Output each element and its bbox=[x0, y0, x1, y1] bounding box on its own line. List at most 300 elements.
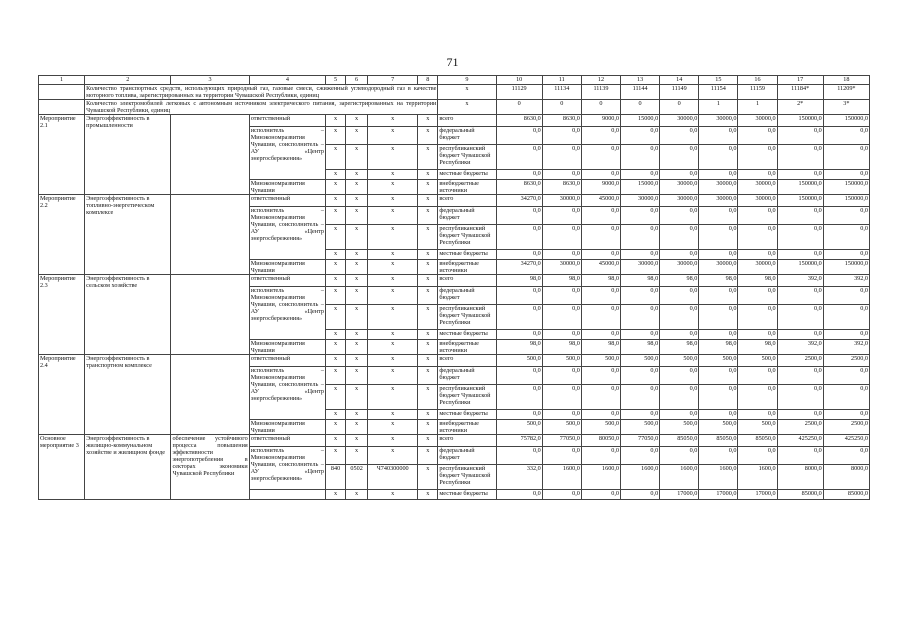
budget-code: x bbox=[368, 127, 418, 145]
funding-value: 30000,0 bbox=[660, 260, 699, 275]
budget-code: x bbox=[326, 260, 346, 275]
funding-value: 77050,0 bbox=[542, 435, 581, 447]
funding-value: 0,0 bbox=[496, 305, 542, 330]
funding-value: 0,0 bbox=[581, 490, 620, 500]
indicator-value: 0 bbox=[581, 100, 620, 115]
activity-goal bbox=[171, 195, 249, 275]
funding-value: 98,0 bbox=[660, 340, 699, 355]
indicator-value: 11154 bbox=[699, 85, 738, 100]
budget-code: x bbox=[346, 410, 368, 420]
funding-value: 0,0 bbox=[621, 447, 660, 465]
budget-code: x bbox=[368, 490, 418, 500]
table-body bbox=[39, 85, 870, 500]
budget-code: x bbox=[346, 367, 368, 385]
funding-source: местные бюджеты bbox=[438, 330, 496, 340]
funding-value: 0,0 bbox=[660, 207, 699, 225]
funding-value: 0,0 bbox=[699, 287, 738, 305]
activity-name: Мероприятие 2.4 bbox=[39, 355, 85, 435]
funding-value: 500,0 bbox=[699, 420, 738, 435]
funding-value: 0,0 bbox=[738, 127, 777, 145]
funding-value: 0,0 bbox=[699, 145, 738, 170]
funding-value: 500,0 bbox=[542, 355, 581, 367]
funding-value: 0,0 bbox=[496, 410, 542, 420]
funding-value: 0,0 bbox=[777, 367, 823, 385]
budget-code: x bbox=[326, 410, 346, 420]
funding-value: 98,0 bbox=[581, 275, 620, 287]
funding-value: 0,0 bbox=[660, 145, 699, 170]
funding-value: 98,0 bbox=[660, 275, 699, 287]
budget-code: x bbox=[418, 287, 438, 305]
executor-cell: Минэкономразвития Чувашии bbox=[249, 260, 325, 275]
funding-value: 1600,0 bbox=[581, 465, 620, 490]
funding-value: 30000,0 bbox=[699, 260, 738, 275]
funding-value: 0,0 bbox=[777, 170, 823, 180]
funding-value: 0,0 bbox=[542, 287, 581, 305]
indicator-row bbox=[39, 100, 870, 115]
budget-code: x bbox=[418, 195, 438, 207]
budget-code: x bbox=[368, 207, 418, 225]
activity-goal: обеспечение устойчивого процесса повышения эффективности энергопотребления в секторах экономики Чувашской Республики bbox=[171, 435, 249, 500]
funding-value: 0,0 bbox=[823, 385, 869, 410]
budget-code: x bbox=[368, 115, 418, 127]
budget-code: x bbox=[368, 145, 418, 170]
funding-value: 9000,0 bbox=[581, 115, 620, 127]
activity-title: Энергоэффективность в промышленности bbox=[85, 115, 171, 195]
funding-value: 98,0 bbox=[621, 340, 660, 355]
budget-code: x bbox=[326, 170, 346, 180]
funding-value: 0,0 bbox=[823, 305, 869, 330]
funding-value: 0,0 bbox=[660, 170, 699, 180]
funding-value: 0,0 bbox=[621, 385, 660, 410]
funding-value: 0,0 bbox=[621, 367, 660, 385]
funding-value: 0,0 bbox=[660, 385, 699, 410]
funding-value: 425250,0 bbox=[823, 435, 869, 447]
budget-code: x bbox=[346, 435, 368, 447]
budget-code: x bbox=[326, 225, 346, 250]
funding-source: внебюджетные источники bbox=[438, 340, 496, 355]
budget-code: Ч740300000 bbox=[368, 465, 418, 490]
budget-code: x bbox=[326, 180, 346, 195]
budget-code: x bbox=[326, 385, 346, 410]
budget-code: x bbox=[326, 287, 346, 305]
funding-value: 0,0 bbox=[777, 225, 823, 250]
funding-value: 0,0 bbox=[496, 287, 542, 305]
budget-code: x bbox=[368, 330, 418, 340]
funding-value: 0,0 bbox=[738, 207, 777, 225]
funding-value: 1600,0 bbox=[621, 465, 660, 490]
funding-value: 0,0 bbox=[738, 170, 777, 180]
funding-value: 1600,0 bbox=[542, 465, 581, 490]
funding-value: 500,0 bbox=[699, 355, 738, 367]
indicator-value: 11209* bbox=[823, 85, 869, 100]
funding-value: 0,0 bbox=[823, 170, 869, 180]
funding-value: 0,0 bbox=[496, 250, 542, 260]
funding-value: 0,0 bbox=[738, 447, 777, 465]
column-number-cell: 10 bbox=[496, 76, 542, 85]
funding-value: 0,0 bbox=[738, 385, 777, 410]
funding-value: 0,0 bbox=[581, 207, 620, 225]
budget-code: x bbox=[418, 170, 438, 180]
funding-value: 0,0 bbox=[823, 410, 869, 420]
funding-value: 0,0 bbox=[777, 207, 823, 225]
budget-code: x bbox=[418, 260, 438, 275]
funding-value: 0,0 bbox=[777, 145, 823, 170]
indicator-value: 2* bbox=[777, 100, 823, 115]
funding-value: 98,0 bbox=[738, 340, 777, 355]
activity-row bbox=[39, 275, 870, 287]
activity-row bbox=[39, 355, 870, 367]
funding-value: 75782,0 bbox=[496, 435, 542, 447]
indicator-code-cell: x bbox=[438, 85, 496, 100]
executor-cell: ответственный bbox=[249, 275, 325, 287]
budget-code: x bbox=[326, 207, 346, 225]
funding-value: 0,0 bbox=[738, 287, 777, 305]
budget-code: x bbox=[346, 305, 368, 330]
funding-value: 30000,0 bbox=[621, 260, 660, 275]
budget-code: x bbox=[326, 435, 346, 447]
funding-value: 0,0 bbox=[699, 385, 738, 410]
budget-code: x bbox=[346, 127, 368, 145]
budget-code: x bbox=[326, 250, 346, 260]
funding-value: 0,0 bbox=[823, 225, 869, 250]
funding-value: 0,0 bbox=[660, 225, 699, 250]
budget-code: x bbox=[418, 115, 438, 127]
funding-value: 0,0 bbox=[699, 447, 738, 465]
funding-value: 0,0 bbox=[777, 330, 823, 340]
funding-value: 1600,0 bbox=[738, 465, 777, 490]
indicator-value: 11134 bbox=[542, 85, 581, 100]
funding-value: 0,0 bbox=[496, 170, 542, 180]
budget-code: x bbox=[368, 385, 418, 410]
funding-value: 150000,0 bbox=[823, 115, 869, 127]
funding-value: 9000,0 bbox=[581, 180, 620, 195]
indicator-value: 11129 bbox=[496, 85, 542, 100]
funding-value: 0,0 bbox=[581, 410, 620, 420]
funding-source: федеральный бюджет bbox=[438, 127, 496, 145]
budget-code: x bbox=[368, 180, 418, 195]
funding-value: 17000,0 bbox=[738, 490, 777, 500]
funding-value: 0,0 bbox=[581, 145, 620, 170]
funding-value: 0,0 bbox=[699, 330, 738, 340]
executor-cell: исполнитель – Минэкономразвития Чувашии, соисполнитель – АУ «Центр энергосбережения» bbox=[249, 207, 325, 260]
funding-value: 0,0 bbox=[542, 250, 581, 260]
funding-value: 0,0 bbox=[823, 367, 869, 385]
funding-value: 0,0 bbox=[823, 447, 869, 465]
executor-cell: исполнитель – Минэкономразвития Чувашии, соисполнитель – АУ «Центр энергосбережения» bbox=[249, 287, 325, 340]
funding-value: 0,0 bbox=[777, 287, 823, 305]
funding-value: 150000,0 bbox=[777, 195, 823, 207]
funding-value: 8630,0 bbox=[496, 180, 542, 195]
budget-code: x bbox=[418, 330, 438, 340]
funding-value: 0,0 bbox=[660, 330, 699, 340]
funding-value: 0,0 bbox=[777, 250, 823, 260]
column-number-cell: 8 bbox=[418, 76, 438, 85]
executor-cell: ответственный bbox=[249, 115, 325, 127]
funding-value: 1600,0 bbox=[660, 465, 699, 490]
budget-code: x bbox=[418, 207, 438, 225]
budget-code: x bbox=[346, 180, 368, 195]
funding-value: 392,0 bbox=[823, 275, 869, 287]
funding-value: 30000,0 bbox=[699, 115, 738, 127]
budget-code: x bbox=[346, 275, 368, 287]
column-number-cell: 18 bbox=[823, 76, 869, 85]
funding-value: 30000,0 bbox=[738, 260, 777, 275]
funding-value: 0,0 bbox=[777, 305, 823, 330]
funding-value: 77050,0 bbox=[621, 435, 660, 447]
funding-value: 85050,0 bbox=[738, 435, 777, 447]
budget-code: x bbox=[346, 385, 368, 410]
funding-value: 500,0 bbox=[496, 420, 542, 435]
budget-code: x bbox=[418, 435, 438, 447]
funding-value: 0,0 bbox=[581, 127, 620, 145]
indicator-value: 1 bbox=[699, 100, 738, 115]
budget-code: x bbox=[326, 447, 346, 465]
activity-name: Мероприятие 2.3 bbox=[39, 275, 85, 355]
budget-code: x bbox=[418, 447, 438, 465]
funding-value: 98,0 bbox=[621, 275, 660, 287]
funding-value: 0,0 bbox=[621, 330, 660, 340]
indicator-value: 11184* bbox=[777, 85, 823, 100]
budget-code: x bbox=[326, 275, 346, 287]
funding-value: 0,0 bbox=[496, 385, 542, 410]
budget-code: x bbox=[418, 305, 438, 330]
funding-value: 17000,0 bbox=[660, 490, 699, 500]
funding-value: 0,0 bbox=[542, 127, 581, 145]
budget-code: x bbox=[368, 340, 418, 355]
executor-cell: Минэкономразвития Чувашии bbox=[249, 340, 325, 355]
funding-value: 0,0 bbox=[542, 490, 581, 500]
funding-value: 392,0 bbox=[777, 275, 823, 287]
budget-code: x bbox=[326, 115, 346, 127]
funding-value: 0,0 bbox=[699, 250, 738, 260]
funding-value: 30000,0 bbox=[699, 180, 738, 195]
funding-value: 0,0 bbox=[777, 410, 823, 420]
budget-code: x bbox=[368, 367, 418, 385]
funding-value: 0,0 bbox=[496, 490, 542, 500]
budget-code: x bbox=[368, 170, 418, 180]
budget-code: x bbox=[326, 340, 346, 355]
funding-value: 15000,0 bbox=[621, 115, 660, 127]
funding-value: 30000,0 bbox=[738, 180, 777, 195]
column-number-cell: 9 bbox=[438, 76, 496, 85]
budget-code: x bbox=[418, 275, 438, 287]
funding-value: 500,0 bbox=[660, 420, 699, 435]
budget-code: x bbox=[346, 195, 368, 207]
funding-value: 98,0 bbox=[496, 275, 542, 287]
funding-value: 30000,0 bbox=[738, 115, 777, 127]
funding-value: 0,0 bbox=[621, 145, 660, 170]
funding-value: 0,0 bbox=[738, 330, 777, 340]
indicator-value: 0 bbox=[621, 100, 660, 115]
funding-value: 0,0 bbox=[542, 225, 581, 250]
activity-title: Энергоэффективность в транспортном комплексе bbox=[85, 355, 171, 435]
funding-value: 392,0 bbox=[823, 340, 869, 355]
funding-value: 0,0 bbox=[621, 127, 660, 145]
budget-code: x bbox=[346, 250, 368, 260]
indicator-value: 1 bbox=[738, 100, 777, 115]
funding-value: 0,0 bbox=[621, 490, 660, 500]
funding-value: 0,0 bbox=[542, 367, 581, 385]
funding-value: 0,0 bbox=[738, 145, 777, 170]
budget-code: x bbox=[418, 355, 438, 367]
funding-value: 0,0 bbox=[621, 225, 660, 250]
funding-value: 98,0 bbox=[738, 275, 777, 287]
budget-code: x bbox=[418, 490, 438, 500]
funding-value: 30000,0 bbox=[542, 195, 581, 207]
budget-code: x bbox=[346, 287, 368, 305]
funding-source: всего bbox=[438, 195, 496, 207]
budget-code: 0502 bbox=[346, 465, 368, 490]
funding-value: 150000,0 bbox=[823, 260, 869, 275]
funding-source: республиканский бюджет Чувашской Республики bbox=[438, 305, 496, 330]
funding-source: федеральный бюджет bbox=[438, 447, 496, 465]
funding-value: 1600,0 bbox=[699, 465, 738, 490]
indicator-value: 0 bbox=[542, 100, 581, 115]
budget-code: x bbox=[418, 410, 438, 420]
activity-title: Энергоэффективность в топливно-энергетическом комплексе bbox=[85, 195, 171, 275]
funding-value: 30000,0 bbox=[660, 115, 699, 127]
budget-code: x bbox=[368, 447, 418, 465]
executor-cell: ответственный bbox=[249, 195, 325, 207]
funding-value: 0,0 bbox=[699, 127, 738, 145]
activity-goal bbox=[171, 275, 249, 355]
budget-code: x bbox=[418, 250, 438, 260]
budget-code: x bbox=[418, 180, 438, 195]
indicator-value: 3* bbox=[823, 100, 869, 115]
funding-value: 0,0 bbox=[496, 145, 542, 170]
funding-value: 0,0 bbox=[621, 250, 660, 260]
funding-source: федеральный бюджет bbox=[438, 287, 496, 305]
funding-value: 0,0 bbox=[496, 207, 542, 225]
funding-value: 0,0 bbox=[581, 287, 620, 305]
funding-value: 0,0 bbox=[699, 225, 738, 250]
funding-value: 0,0 bbox=[660, 127, 699, 145]
indicator-text: Количество электромобилей легковых с автономным источником электрического питания, зарегистрированных на территории Чувашской Республики, единиц bbox=[86, 100, 437, 114]
funding-value: 8000,0 bbox=[823, 465, 869, 490]
activity-name: Мероприятие 2.1 bbox=[39, 115, 85, 195]
funding-value: 500,0 bbox=[621, 355, 660, 367]
empty-cell bbox=[39, 85, 85, 100]
funding-value: 0,0 bbox=[542, 330, 581, 340]
funding-value: 0,0 bbox=[581, 447, 620, 465]
funding-value: 0,0 bbox=[823, 250, 869, 260]
activity-title: Энергоэффективность в жилищно-коммунальном хозяйстве и жилищном фонде bbox=[85, 435, 171, 500]
budget-code: x bbox=[326, 420, 346, 435]
column-number-cell: 6 bbox=[346, 76, 368, 85]
funding-value: 0,0 bbox=[542, 385, 581, 410]
funding-value: 0,0 bbox=[496, 367, 542, 385]
column-number-cell: 11 bbox=[542, 76, 581, 85]
funding-value: 0,0 bbox=[660, 287, 699, 305]
activity-name: Основное мероприятие 3 bbox=[39, 435, 85, 500]
funding-value: 0,0 bbox=[581, 250, 620, 260]
indicator-value: 11159 bbox=[738, 85, 777, 100]
funding-source: местные бюджеты bbox=[438, 410, 496, 420]
funding-source: местные бюджеты bbox=[438, 170, 496, 180]
funding-value: 45000,0 bbox=[581, 195, 620, 207]
funding-value: 0,0 bbox=[621, 170, 660, 180]
indicator-code-cell: x bbox=[438, 100, 496, 115]
column-number-cell: 4 bbox=[249, 76, 325, 85]
funding-value: 0,0 bbox=[777, 127, 823, 145]
budget-code: x bbox=[368, 275, 418, 287]
indicator-value: 0 bbox=[496, 100, 542, 115]
indicator-value: 11149 bbox=[660, 85, 699, 100]
funding-value: 17000,0 bbox=[699, 490, 738, 500]
activity-name: Мероприятие 2.2 bbox=[39, 195, 85, 275]
funding-value: 0,0 bbox=[699, 367, 738, 385]
budget-code: x bbox=[326, 355, 346, 367]
funding-value: 98,0 bbox=[542, 275, 581, 287]
budget-code: x bbox=[368, 410, 418, 420]
funding-value: 0,0 bbox=[660, 250, 699, 260]
executor-cell: ответственный bbox=[249, 355, 325, 367]
funding-value: 500,0 bbox=[660, 355, 699, 367]
column-number-cell: 12 bbox=[581, 76, 620, 85]
funding-source: федеральный бюджет bbox=[438, 367, 496, 385]
activity-row bbox=[39, 115, 870, 127]
funding-value: 98,0 bbox=[699, 340, 738, 355]
funding-value: 0,0 bbox=[738, 250, 777, 260]
funding-value: 0,0 bbox=[823, 330, 869, 340]
activity-title: Энергоэффективность в сельском хозяйстве bbox=[85, 275, 171, 355]
budget-code: x bbox=[418, 385, 438, 410]
funding-source: всего bbox=[438, 275, 496, 287]
funding-value: 0,0 bbox=[542, 207, 581, 225]
budget-code: x bbox=[326, 367, 346, 385]
funding-value: 0,0 bbox=[542, 145, 581, 170]
funding-value: 332,0 bbox=[496, 465, 542, 490]
funding-value: 85000,0 bbox=[777, 490, 823, 500]
funding-value: 0,0 bbox=[496, 330, 542, 340]
funding-value: 0,0 bbox=[542, 410, 581, 420]
executor-cell: исполнитель – Минэкономразвития Чувашии, соисполнитель – АУ «Центр энергосбережения» bbox=[249, 367, 325, 420]
budget-code: x bbox=[418, 340, 438, 355]
budget-code: x bbox=[346, 490, 368, 500]
budget-table bbox=[38, 75, 870, 500]
funding-value: 0,0 bbox=[738, 225, 777, 250]
budget-code: x bbox=[418, 420, 438, 435]
budget-code: x bbox=[326, 490, 346, 500]
budget-code: x bbox=[326, 145, 346, 170]
funding-value: 2500,0 bbox=[777, 355, 823, 367]
funding-value: 30000,0 bbox=[542, 260, 581, 275]
funding-value: 85000,0 bbox=[823, 490, 869, 500]
funding-source: всего bbox=[438, 435, 496, 447]
budget-code: x bbox=[346, 207, 368, 225]
budget-code: x bbox=[326, 330, 346, 340]
funding-source: всего bbox=[438, 355, 496, 367]
funding-source: местные бюджеты bbox=[438, 250, 496, 260]
funding-value: 8000,0 bbox=[777, 465, 823, 490]
activity-row bbox=[39, 195, 870, 207]
column-number-cell: 14 bbox=[660, 76, 699, 85]
funding-value: 500,0 bbox=[581, 355, 620, 367]
funding-value: 0,0 bbox=[823, 207, 869, 225]
funding-source: республиканский бюджет Чувашской Республики bbox=[438, 385, 496, 410]
column-number-cell: 15 bbox=[699, 76, 738, 85]
budget-code: x bbox=[368, 287, 418, 305]
funding-value: 85050,0 bbox=[660, 435, 699, 447]
funding-value: 0,0 bbox=[581, 305, 620, 330]
executor-cell: ответственный bbox=[249, 435, 325, 447]
funding-value: 0,0 bbox=[699, 410, 738, 420]
funding-value: 30000,0 bbox=[738, 195, 777, 207]
executor-cell: исполнитель – Минэкономразвития Чувашии, соисполнитель – АУ «Центр энергосбережения» bbox=[249, 447, 325, 490]
budget-code: x bbox=[346, 340, 368, 355]
funding-value: 500,0 bbox=[542, 420, 581, 435]
funding-value: 500,0 bbox=[738, 355, 777, 367]
